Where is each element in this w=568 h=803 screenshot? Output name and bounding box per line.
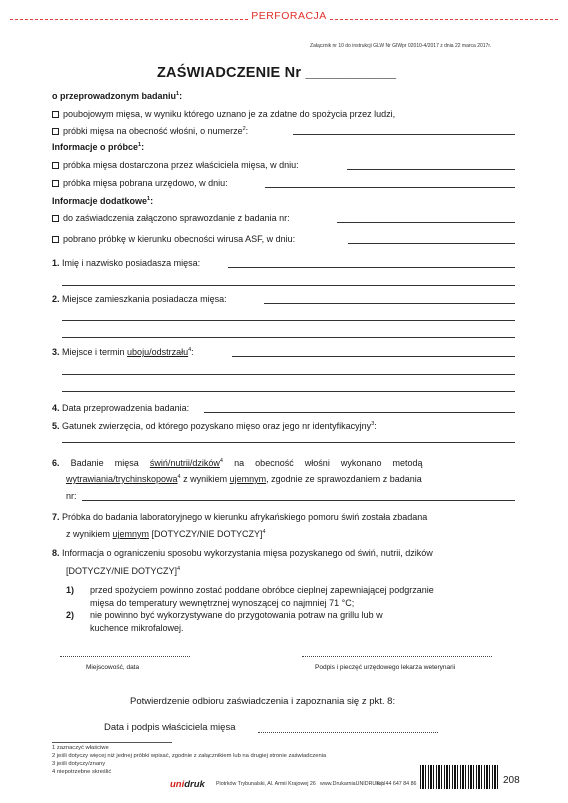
- owner-address-field-line2[interactable]: [62, 320, 515, 321]
- section-heading-extra: Informacje dodatkowe$^1$:: [52, 196, 154, 206]
- item-owner-address: 2. Miejsce zamieszkania posiadacza mięsa:: [52, 294, 227, 304]
- place-date-label: Miejscowość, data: [86, 664, 140, 671]
- checkbox-icon[interactable]: [52, 111, 59, 118]
- footnote-2: 2 jeśli dotyczy więcej niż jednej próbki wpisać, zgodnie z załącznikiem lub na drugiej stronie zaświadczenia: [52, 753, 327, 759]
- item-owner-name: 1. Imię i nazwisko posiadasza mięsa:: [52, 258, 201, 268]
- vet-signature-line[interactable]: [302, 656, 492, 657]
- owner-name-field[interactable]: [228, 267, 515, 268]
- subitem-2-line2: kuchence mikrofalowej.: [90, 623, 184, 633]
- item-trichinella-test-line1: 6. Badanie mięsa świń/nutrii/dzików$^4$ na obecność włośni wykonano metodą: [52, 458, 423, 468]
- printer-website[interactable]: www.DrukarniaUNIDRUK.pl: [320, 781, 386, 787]
- place-date-signature-line[interactable]: [60, 656, 190, 657]
- subitem-1-line1: przed spożyciem powinno zostać poddane obróbce cieplnej zapewniającej podgrzanie: [90, 585, 434, 595]
- owner-signature-line[interactable]: [258, 732, 438, 733]
- section-heading-sample: Informacje o próbce$^1$:: [52, 142, 145, 152]
- checkbox-option-delivered[interactable]: próbka mięsa dostarczona przez właściciela mięsa, w dniu:: [52, 160, 299, 170]
- test-date-field[interactable]: [204, 412, 515, 413]
- species-field[interactable]: [62, 442, 515, 443]
- subitem-1-line2: mięsa do temperatury wewnętrznej wynoszącej co najmniej 71 °C;: [90, 598, 355, 608]
- item-restriction-line2: [DOTYCZY/NIE DOTYCZY]$^4$: [66, 566, 181, 576]
- slaughter-place-field[interactable]: [232, 356, 515, 357]
- owner-address-field[interactable]: [264, 303, 515, 304]
- checkbox-icon[interactable]: [52, 180, 59, 187]
- checkbox-icon[interactable]: [52, 162, 59, 169]
- item-test-date: 4. Data przeprowadzenia badania:: [52, 403, 190, 413]
- checkbox-option-sample-number[interactable]: próbki mięsa na obecność włośni, o numerze$^2$:: [52, 126, 248, 136]
- sample-number-field[interactable]: [293, 134, 515, 135]
- subitem-1-number: 1): [66, 585, 75, 595]
- subitem-2-number: 2): [66, 610, 75, 620]
- checkbox-option-report-attached[interactable]: do zaświadczenia załączono sprawozdanie z badania nr:: [52, 213, 290, 223]
- item-trichinella-test-line2: wytrawiania/trychinskopowa$^4$ z wynikiem ujemnym, zgodnie ze sprawozdaniem z badania: [66, 474, 422, 484]
- checkbox-option-official[interactable]: próbka mięsa pobrana urzędowo, w dniu:: [52, 178, 228, 188]
- receipt-confirmation-text: Potwierdzenie odbioru zaświadczenia i zapoznania się z pkt. 8:: [130, 696, 396, 707]
- item-slaughter-place: 3. Miejsce i termin uboju/odstrzału$^4$:: [52, 347, 194, 357]
- owner-name-field-line2[interactable]: [62, 285, 515, 286]
- footnote-3: 3 jeśli dotyczy/znany: [52, 761, 106, 767]
- slaughter-place-field-line3[interactable]: [62, 391, 515, 392]
- checkbox-option-asf-sample[interactable]: pobrano próbkę w kierunku obecności wirusa ASF, w dniu:: [52, 234, 295, 244]
- annex-note: Załącznik nr 10 do instrukcji GLW Nr GIWpr 02010-4/2017 z dnia 22 marca 2017r.: [310, 43, 492, 49]
- owner-signature-label: Data i podpis właściciela mięsa: [104, 722, 236, 733]
- section-heading-tested: o przeprowadzonym badaniu$^1$:: [52, 91, 183, 101]
- item-asf-test-line1: 7. Próbka do badania laboratoryjnego w kierunku afrykańskiego pomoru świń została zbadana: [52, 512, 428, 522]
- perforation-label: PERFORACJA: [248, 6, 330, 26]
- form-number: 208: [503, 775, 520, 786]
- checkbox-option-post-slaughter[interactable]: poubojowym mięsa, w wyniku którego uznano je za zdatne do spożycia przez ludzi,: [52, 109, 395, 119]
- printer-address: Piotrków Trybunalski, Al. Armii Krajowej 26: [216, 781, 316, 787]
- vet-signature-label: Podpis i pieczęć urzędowego lekarza weterynarii: [315, 664, 456, 671]
- item-restriction-line1: 8. Informacja o ograniczeniu sposobu wykorzystania mięsa pozyskanego od świń, nutrii, dzików: [52, 548, 433, 558]
- printer-logo: unidruk: [170, 779, 205, 790]
- subitem-2-line1: nie powinno być wykorzystywane do przygotowania potraw na grillu lub w: [90, 610, 383, 620]
- footnote-separator: [52, 742, 172, 743]
- report-number-field[interactable]: [337, 222, 515, 223]
- owner-address-field-line3[interactable]: [62, 337, 515, 338]
- footnote-4: 4 niepotrzebne skreślić: [52, 769, 112, 775]
- checkbox-icon[interactable]: [52, 128, 59, 135]
- checkbox-icon[interactable]: [52, 215, 59, 222]
- trichinella-report-field[interactable]: [82, 500, 515, 501]
- official-date-field[interactable]: [265, 187, 515, 188]
- barcode-icon: [420, 765, 498, 789]
- item-trichinella-test-line3: nr:: [66, 491, 77, 501]
- document-title: ZAŚWIADCZENIE Nr ___________: [157, 65, 397, 81]
- checkbox-icon[interactable]: [52, 236, 59, 243]
- asf-date-field[interactable]: [348, 243, 515, 244]
- item-asf-test-line2: z wynikiem ujemnym [DOTYCZY/NIE DOTYCZY]$^4$: [66, 529, 266, 539]
- delivered-date-field[interactable]: [347, 169, 515, 170]
- item-species: 5. Gatunek zwierzęcia, od którego pozyskano mięso oraz jego nr identyfikacyjny$^3$:: [52, 421, 377, 431]
- slaughter-place-field-line2[interactable]: [62, 374, 515, 375]
- footnote-1: 1 zaznaczyć właściwe: [52, 745, 109, 751]
- printer-phone: tel. 44 647 84 86: [377, 781, 417, 787]
